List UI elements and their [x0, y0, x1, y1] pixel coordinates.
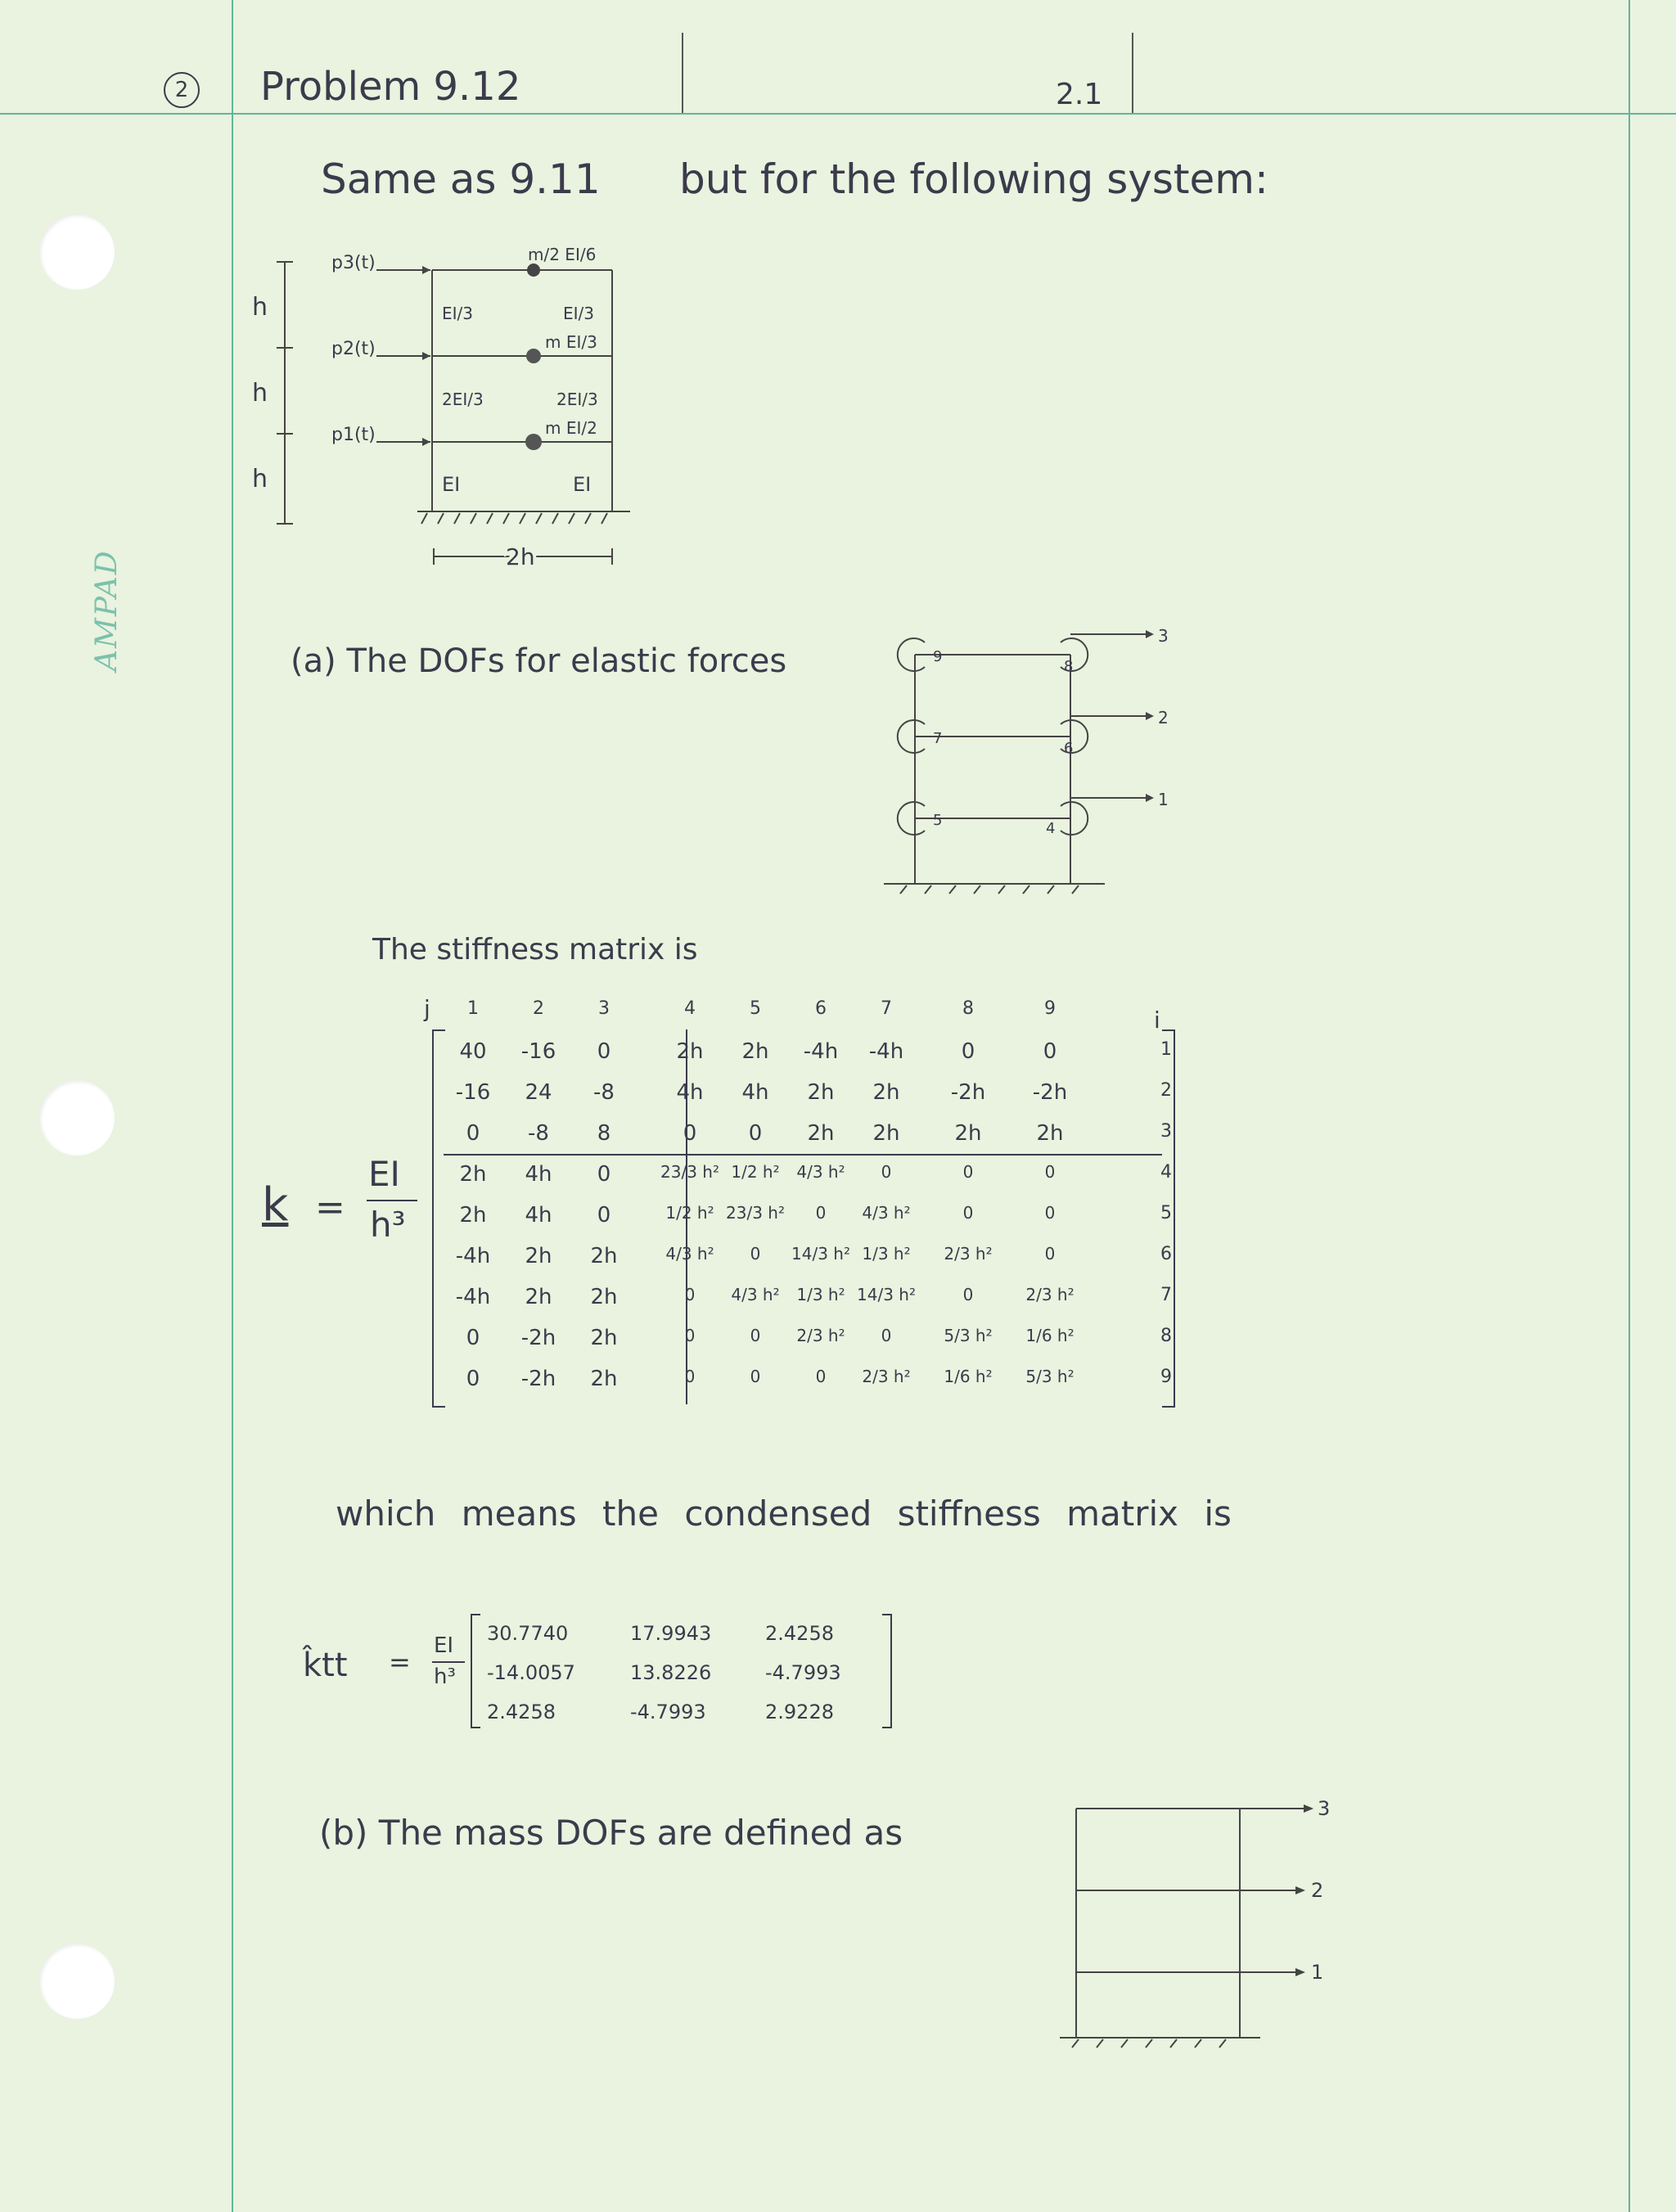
- mass-dof-label-2: 2: [1311, 1879, 1324, 1902]
- stiffness-cell: 4/3 h²: [731, 1285, 780, 1304]
- stiffness-cell: 2h: [676, 1039, 704, 1064]
- stiffness-cell: 0: [466, 1326, 480, 1350]
- beam-label-3: m/2 EI/6: [528, 245, 597, 264]
- stiffness-cell: 0: [881, 1326, 892, 1345]
- stiffness-cell: 0: [815, 1367, 827, 1386]
- stiffness-col-header: 3: [598, 998, 610, 1019]
- beam-label-2: m EI/3: [545, 332, 597, 352]
- story-height-2: h: [252, 379, 268, 408]
- dof-label-6: 6: [1064, 740, 1074, 757]
- mass-dof-label-3: 3: [1318, 1797, 1331, 1820]
- load-label-3: p3(t): [331, 253, 376, 273]
- stiffness-row-header: 8: [1160, 1326, 1172, 1346]
- condensed-cell: 2.9228: [765, 1701, 834, 1723]
- stiffness-cell: 1/3 h²: [796, 1285, 845, 1304]
- problem-number: 2: [174, 78, 189, 102]
- stiffness-cell: 2h: [954, 1121, 982, 1146]
- stiffness-intro: The stiffness matrix is: [372, 933, 698, 966]
- frame-figure: [246, 237, 704, 614]
- stiffness-cell: 2h: [807, 1080, 835, 1105]
- right-margin-line: [1629, 0, 1630, 2212]
- stiffness-cell: -4h: [803, 1039, 839, 1064]
- stiffness-cell: -2h: [950, 1080, 986, 1105]
- page-ref: 2.1: [1056, 78, 1103, 111]
- stiffness-cell: -4h: [455, 1285, 491, 1309]
- mass-dof-figure: [1056, 1792, 1350, 2079]
- binder-hole-bottom: [39, 1944, 115, 2019]
- bay-width-label: 2h: [506, 543, 535, 570]
- stiffness-cell: 2h: [459, 1203, 487, 1228]
- condensed-cell: 2.4258: [487, 1701, 556, 1723]
- stiffness-cell: 0: [750, 1367, 761, 1386]
- stiffness-cell: 0: [961, 1039, 975, 1064]
- stiffness-cell: 2h: [590, 1326, 618, 1350]
- stiffness-cell: 0: [466, 1367, 480, 1391]
- condensed-factor-num: EI: [434, 1633, 454, 1658]
- stiffness-cell: 1/6 h²: [944, 1367, 993, 1386]
- stiffness-cell: 1/2 h²: [731, 1162, 780, 1182]
- stiffness-cell: -2h: [1032, 1080, 1068, 1105]
- stiffness-cell: 2h: [590, 1285, 618, 1309]
- stiffness-cell: 2h: [741, 1039, 769, 1064]
- part-b-label: (b) The mass DOFs are defined as: [319, 1813, 903, 1853]
- stiffness-cell: -16: [520, 1039, 556, 1064]
- dof-label-2: 2: [1158, 708, 1169, 728]
- stiffness-cell: 14/3 h²: [791, 1244, 850, 1264]
- stiffness-cell: 0: [597, 1039, 611, 1064]
- condensed-lhs: k̂tt: [303, 1647, 348, 1684]
- stiffness-cell: 0: [684, 1367, 696, 1386]
- stiffness-cell: 4/3 h²: [862, 1203, 911, 1223]
- stiffness-cell: 0: [597, 1203, 611, 1228]
- stiffness-cell: 0: [750, 1326, 761, 1345]
- dof-label-3: 3: [1158, 626, 1169, 646]
- stiffness-factor-den: h³: [370, 1205, 406, 1245]
- brand-logo: AMPAD: [90, 549, 124, 671]
- binder-hole-top: [39, 214, 115, 290]
- right-column-3: EI/3: [563, 304, 594, 323]
- stiffness-cell: 0: [750, 1244, 761, 1264]
- mass-top: [527, 264, 540, 277]
- stiffness-row-header: 6: [1160, 1244, 1172, 1264]
- stiffness-col-header: 2: [533, 998, 544, 1019]
- elastic-dof-figure: [867, 606, 1178, 908]
- stiffness-col-header: 9: [1044, 998, 1056, 1019]
- load-label-2: p2(t): [331, 339, 376, 359]
- binder-hole-middle: [39, 1080, 115, 1156]
- mass-dof-label-1: 1: [1311, 1961, 1324, 1984]
- stiffness-cell: 5/3 h²: [1025, 1367, 1075, 1386]
- stiffness-col-header: 7: [881, 998, 892, 1019]
- stiffness-cell: 5/3 h²: [944, 1326, 993, 1345]
- stiffness-cell: 0: [881, 1162, 892, 1182]
- stiffness-cell: 4h: [741, 1080, 769, 1105]
- stiffness-cell: 2h: [459, 1162, 487, 1187]
- mass-bottom: [525, 434, 542, 450]
- part-a-label: (a) The DOFs for elastic forces: [291, 642, 787, 680]
- stiffness-cell: 14/3 h²: [857, 1285, 916, 1304]
- stiffness-matrix: [246, 990, 1195, 1416]
- stiffness-cell: 0: [748, 1121, 763, 1146]
- condensed-cell: -4.7993: [765, 1661, 841, 1684]
- stiffness-row-header: 4: [1160, 1162, 1172, 1183]
- stiffness-cell: 0: [1044, 1244, 1056, 1264]
- stiffness-cell: 2h: [590, 1244, 618, 1268]
- stiffness-equation: [246, 990, 1195, 1416]
- stiffness-col-header: 8: [962, 998, 974, 1019]
- stiffness-cell: -2h: [520, 1326, 556, 1350]
- intro-lead: Same as 9.11: [321, 155, 601, 203]
- stiffness-cell: 23/3 h²: [726, 1203, 785, 1223]
- condensed-equals: =: [389, 1647, 411, 1678]
- condensed-cell: 13.8226: [630, 1661, 712, 1684]
- stiffness-cell: 0: [962, 1162, 974, 1182]
- left-column-3: EI/3: [442, 304, 473, 323]
- margin-line: [232, 0, 233, 2212]
- stiffness-col-header: 4: [684, 998, 696, 1019]
- stiffness-cell: 4h: [525, 1203, 552, 1228]
- row-index-symbol: i: [1154, 1007, 1160, 1034]
- dof-label-4: 4: [1046, 820, 1056, 837]
- stiffness-cell: 2h: [1036, 1121, 1064, 1146]
- stiffness-cell: 2/3 h²: [1025, 1285, 1075, 1304]
- stiffness-cell: 23/3 h²: [660, 1162, 719, 1182]
- condensed-intro: which means the condensed stiffness matrix is: [336, 1493, 1232, 1534]
- intro-rest: but for the following system:: [679, 155, 1268, 203]
- stiffness-cell: -8: [593, 1080, 615, 1105]
- condensed-factor-den: h³: [434, 1665, 456, 1689]
- story-height-3: h: [252, 293, 268, 322]
- stiffness-cell: 0: [815, 1203, 827, 1223]
- stiffness-cell: 2h: [590, 1367, 618, 1391]
- stiffness-row-header: 9: [1160, 1367, 1172, 1387]
- header-divider-2: [1132, 33, 1133, 113]
- stiffness-cell: -16: [455, 1080, 491, 1105]
- stiffness-cell: 2/3 h²: [796, 1326, 845, 1345]
- condensed-cell: 2.4258: [765, 1622, 834, 1645]
- col-index-symbol: j: [424, 995, 430, 1022]
- stiffness-cell: 2/3 h²: [862, 1367, 911, 1386]
- beam-label-1: m EI/2: [545, 418, 597, 438]
- stiffness-cell: 2/3 h²: [944, 1244, 993, 1264]
- stiffness-cell: 2h: [525, 1285, 552, 1309]
- stiffness-cell: 0: [684, 1326, 696, 1345]
- stiffness-cell: 24: [525, 1080, 552, 1105]
- stiffness-row-header: 3: [1160, 1121, 1172, 1142]
- right-column-2: 2EI/3: [556, 390, 598, 409]
- condensed-matrix: [303, 1596, 925, 1743]
- dof-label-8: 8: [1064, 658, 1074, 675]
- stiffness-cell: 1/3 h²: [862, 1244, 911, 1264]
- dof-label-5: 5: [933, 812, 943, 829]
- left-column-1: EI: [442, 473, 461, 496]
- stiffness-cell: 4/3 h²: [796, 1162, 845, 1182]
- stiffness-cell: 1/2 h²: [665, 1203, 714, 1223]
- stiffness-cell: 8: [597, 1121, 611, 1146]
- stiffness-cell: 2h: [872, 1080, 900, 1105]
- stiffness-lhs: k: [262, 1178, 289, 1232]
- stiffness-cell: -4h: [455, 1244, 491, 1268]
- stiffness-factor-num: EI: [368, 1154, 400, 1194]
- condensed-equation: [303, 1596, 925, 1743]
- condensed-cell: 30.7740: [487, 1622, 569, 1645]
- stiffness-cell: 0: [466, 1121, 480, 1146]
- stiffness-cell: 2h: [807, 1121, 835, 1146]
- stiffness-cell: 4h: [525, 1162, 552, 1187]
- header-divider-1: [682, 33, 683, 113]
- stiffness-cell: 2h: [525, 1244, 552, 1268]
- stiffness-cell: 0: [1044, 1203, 1056, 1223]
- stiffness-cell: 0: [962, 1285, 974, 1304]
- stiffness-cell: 40: [459, 1039, 487, 1064]
- stiffness-row-header: 1: [1160, 1039, 1172, 1060]
- stiffness-cell: 2h: [872, 1121, 900, 1146]
- stiffness-cell: -8: [528, 1121, 549, 1146]
- left-column-2: 2EI/3: [442, 390, 484, 409]
- stiffness-equals: =: [315, 1187, 345, 1228]
- stiffness-row-header: 7: [1160, 1285, 1172, 1305]
- stiffness-col-header: 5: [750, 998, 761, 1019]
- load-label-1: p1(t): [331, 425, 376, 445]
- condensed-cell: -4.7993: [630, 1701, 706, 1723]
- top-rule: [0, 113, 1676, 115]
- stiffness-cell: 4h: [676, 1080, 704, 1105]
- dof-label-7: 7: [933, 730, 943, 747]
- stiffness-cell: 0: [684, 1285, 696, 1304]
- stiffness-cell: 0: [597, 1162, 611, 1187]
- mass-middle: [526, 349, 541, 363]
- stiffness-row-header: 2: [1160, 1080, 1172, 1101]
- dof-label-9: 9: [933, 648, 943, 665]
- stiffness-cell: -2h: [520, 1367, 556, 1391]
- condensed-cell: -14.0057: [487, 1661, 575, 1684]
- problem-number-badge: [164, 72, 200, 108]
- stiffness-cell: 0: [1043, 1039, 1057, 1064]
- right-column-1: EI: [573, 473, 592, 496]
- problem-title: Problem 9.12: [260, 64, 521, 110]
- condensed-cell: 17.9943: [630, 1622, 712, 1645]
- stiffness-cell: 0: [962, 1203, 974, 1223]
- stiffness-row-header: 5: [1160, 1203, 1172, 1223]
- stiffness-col-header: 6: [815, 998, 827, 1019]
- stiffness-cell: -4h: [868, 1039, 904, 1064]
- stiffness-cell: 1/6 h²: [1025, 1326, 1075, 1345]
- story-height-1: h: [252, 465, 268, 493]
- dof-label-1: 1: [1158, 790, 1169, 809]
- stiffness-cell: 4/3 h²: [665, 1244, 714, 1264]
- stiffness-cell: 0: [683, 1121, 697, 1146]
- stiffness-cell: 0: [1044, 1162, 1056, 1182]
- stiffness-col-header: 1: [467, 998, 479, 1019]
